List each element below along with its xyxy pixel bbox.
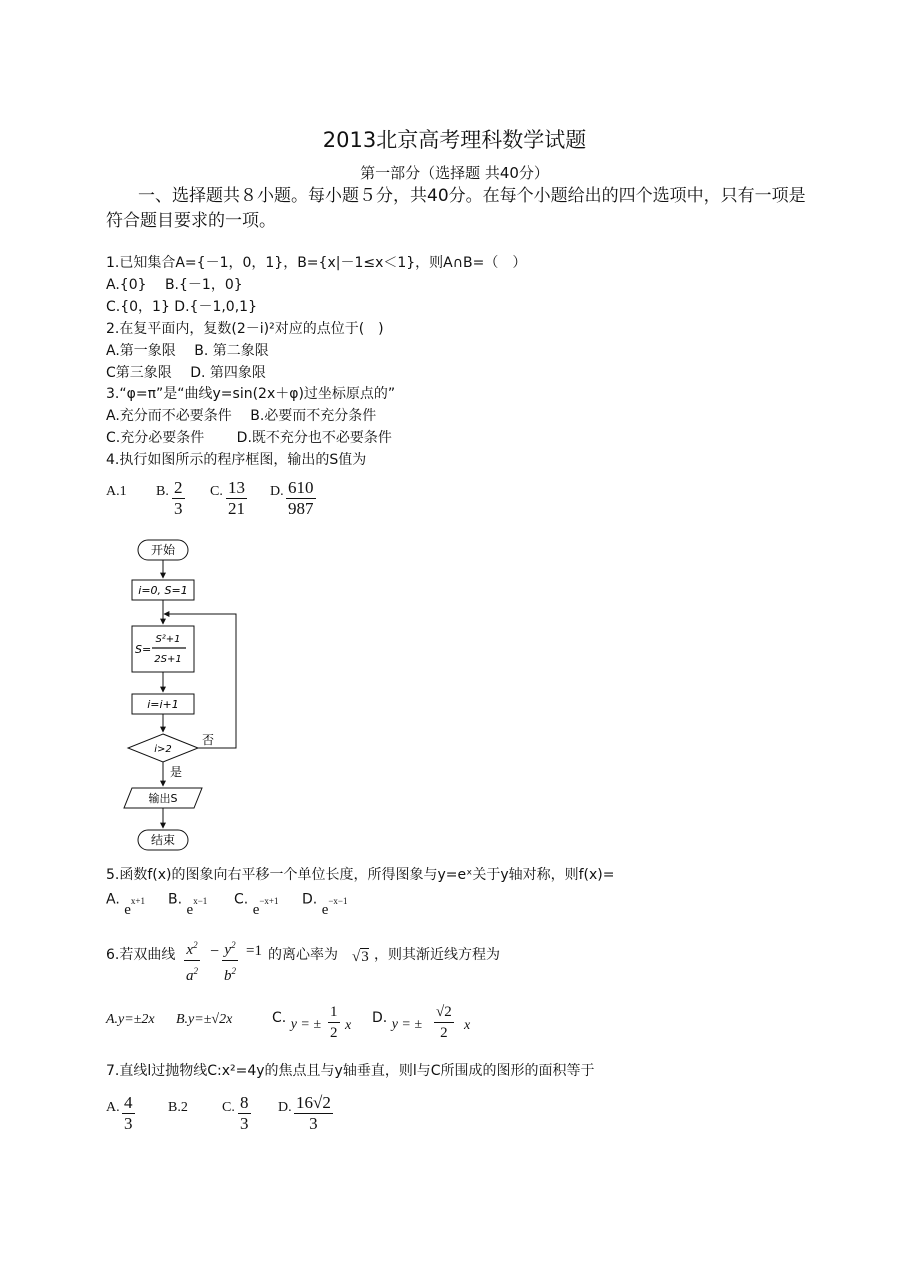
q5-option-d xyxy=(302,890,348,918)
flow-assign-denominator: 2S+1 xyxy=(154,654,182,665)
q2-stem: 2.在复平面内，复数(2－i)²对应的点位于( ) xyxy=(106,321,384,337)
fraction-numerator: 2 xyxy=(174,478,183,497)
q4-stem: 4.执行如图所示的程序框图，输出的S值为 xyxy=(106,452,367,468)
option-exponent: −x+1 xyxy=(259,896,279,906)
q6-option-c-fraction xyxy=(328,1002,340,1043)
q6-option-a: A.y=±2x xyxy=(106,1012,155,1027)
q6-stem-pre: 6.若双曲线 xyxy=(106,947,176,963)
option-label: D. xyxy=(372,1010,388,1026)
fraction-numerator: 13 xyxy=(228,478,245,497)
q6-option-b: B.y=±√2x xyxy=(176,1012,233,1027)
flow-init-label: i=0, S=1 xyxy=(138,584,188,597)
fraction-denominator: $b^2$ xyxy=(224,966,236,984)
option-exponent: x−1 xyxy=(193,896,208,906)
q5-option-a xyxy=(106,890,145,918)
fraction-denominator: 2 xyxy=(330,1025,338,1041)
q1-stem: 1.已知集合A={－1，0，1}，B={x|－1≤x＜1}，则A∩B=（ ） xyxy=(106,255,527,271)
q6-stem-mid: 的离心率为 xyxy=(268,947,338,963)
option-expr-pre: y = ± xyxy=(290,1017,322,1032)
flow-decision-label: i>2 xyxy=(154,744,172,755)
fraction-denominator: 3 xyxy=(124,1114,133,1133)
q4-option-b-label: B. xyxy=(156,484,169,499)
fraction-numerator: 16√2 xyxy=(296,1093,331,1112)
q7-option-c-fraction xyxy=(238,1093,251,1134)
q6-option-d-fraction xyxy=(434,1002,454,1043)
flow-end-label: 结束 xyxy=(150,833,176,847)
option-expr-pre: y = ± xyxy=(391,1017,423,1032)
q6-x-fraction xyxy=(184,935,200,986)
q6-option-c xyxy=(272,1010,322,1032)
q2-options-ab: A.第一象限 B. 第二象限 xyxy=(106,343,269,359)
q7-stem: 7.直线l过抛物线C:x²=4y的焦点且与y轴垂直，则l与C所围成的图形的面积等于 xyxy=(106,1063,595,1079)
option-expr: e xyxy=(321,901,329,918)
section-instructions: 一、选择题共８小题。每小题５分，共40分。在每个小题给出的四个选项中，只有一项是符合题目要求的一项。 xyxy=(106,186,806,231)
flow-no-label: 否 xyxy=(202,733,215,747)
q7-option-c-label: C. xyxy=(222,1100,235,1115)
fraction-denominator: 3 xyxy=(174,499,183,518)
option-label: B. xyxy=(168,891,183,908)
q2-options-cd: C第三象限 D. 第四象限 xyxy=(106,365,266,381)
fraction-numerator: √2 xyxy=(434,1002,454,1023)
option-exponent: −x−1 xyxy=(328,896,348,906)
flow-assign-numerator: S²+1 xyxy=(155,634,181,645)
q6-option-d xyxy=(372,1010,423,1032)
option-label: C. xyxy=(272,1010,287,1026)
q3-options-ab: A.充分而不必要条件 B.必要而不充分条件 xyxy=(106,408,377,424)
flow-yes-label: 是 xyxy=(170,765,183,779)
option-label: A. xyxy=(106,891,120,908)
q7-option-d-fraction xyxy=(294,1093,333,1134)
section-subtitle: 第一部分（选择题 共40分） xyxy=(360,164,549,182)
sqrt-three: √3 xyxy=(352,949,369,965)
q6-stem-post: ，则其渐近线方程为 xyxy=(374,947,500,963)
page-title: 2013北京高考理科数学试题 xyxy=(322,128,587,152)
fraction-numerator: 4 xyxy=(124,1093,133,1112)
fraction-numerator: 1 xyxy=(328,1002,340,1023)
minus-sign: − xyxy=(210,943,220,960)
q1-options-cd: C.{0，1} D.{－1,0,1} xyxy=(106,299,257,315)
q4-option-c-label: C. xyxy=(210,484,223,499)
equals-one: =1 xyxy=(246,943,262,959)
fraction-denominator: 987 xyxy=(288,499,314,518)
option-label: D. xyxy=(302,891,318,908)
flow-increment-label: i=i+1 xyxy=(147,698,179,711)
q6-y-fraction xyxy=(222,935,238,986)
q7-option-a-label: A. xyxy=(106,1100,120,1115)
option-label: C. xyxy=(234,891,249,908)
fraction-denominator: $a^2$ xyxy=(186,966,198,984)
fraction-numerator: 8 xyxy=(240,1093,249,1112)
q5-stem: 5.函数f(x)的图象向右平移一个单位长度，所得图象与y=eˣ关于y轴对称，则f(x)= xyxy=(106,867,615,883)
q3-options-cd: C.充分必要条件 D.既不充分也不必要条件 xyxy=(106,430,392,446)
q6-option-d-x: x xyxy=(464,1018,471,1033)
q4-option-a: A.1 xyxy=(106,484,127,499)
q4-option-b-fraction xyxy=(172,478,185,519)
q4-option-d-label: D. xyxy=(270,484,284,499)
q3-stem: 3.“φ=π”是“曲线y=sin(2x＋φ)过坐标原点的” xyxy=(106,386,396,402)
q7-option-a-fraction xyxy=(122,1093,135,1134)
fraction-numerator: 610 xyxy=(288,478,314,497)
flow-start-label: 开始 xyxy=(150,543,176,557)
fraction-denominator: 2 xyxy=(440,1025,448,1041)
option-exponent: x+1 xyxy=(130,896,145,906)
q7-option-d-label: D. xyxy=(278,1100,292,1115)
q7-option-b: B.2 xyxy=(168,1100,188,1115)
option-expr: e xyxy=(124,901,131,918)
q6-option-c-x: x xyxy=(345,1018,352,1033)
option-expr: e xyxy=(186,901,194,918)
program-flowchart xyxy=(118,536,258,856)
q4-option-d-fraction xyxy=(286,478,316,519)
option-expr: e xyxy=(252,901,260,918)
q4-option-c-fraction xyxy=(226,478,247,519)
q5-option-c xyxy=(234,890,279,918)
flow-assign-s: S= xyxy=(135,643,152,656)
fraction-denominator: 21 xyxy=(228,499,245,518)
fraction-denominator: 3 xyxy=(309,1114,318,1133)
fraction-numerator: $x^2$ xyxy=(184,935,200,961)
q5-option-b xyxy=(168,890,208,918)
flow-output-label: 输出S xyxy=(148,792,178,805)
q1-options-ab: A.{0} B.{－1，0} xyxy=(106,277,243,293)
fraction-denominator: 3 xyxy=(240,1114,249,1133)
fraction-numerator: $y^2$ xyxy=(222,935,238,961)
